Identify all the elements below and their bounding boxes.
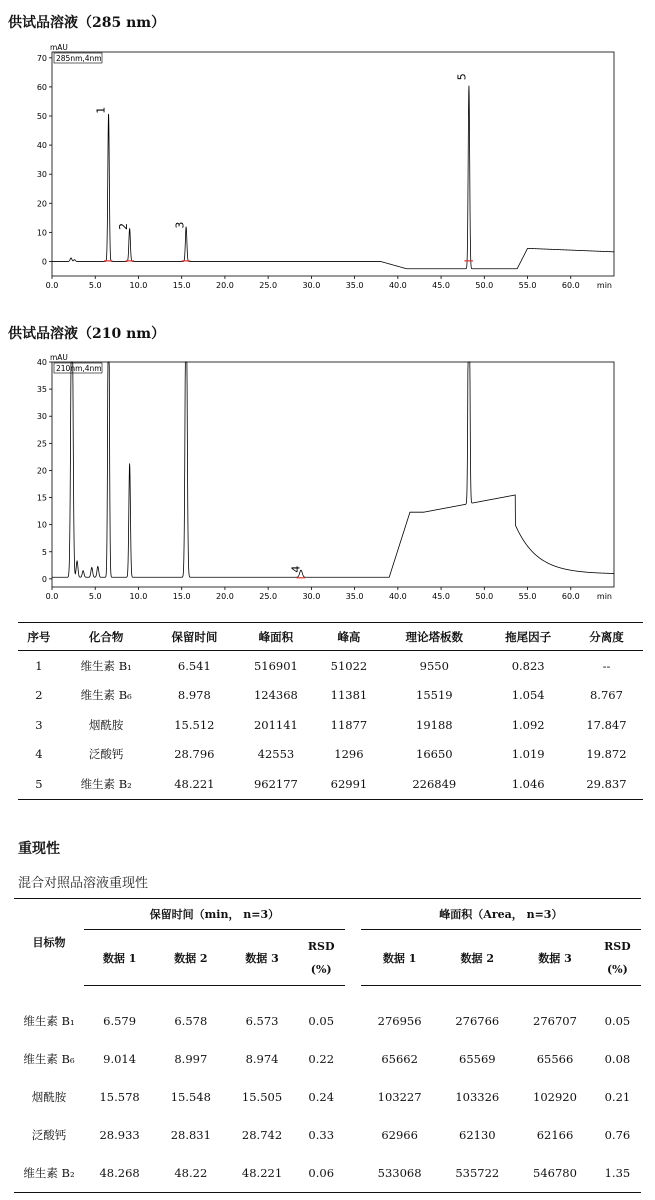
x-tick-label: 25.0: [259, 592, 278, 601]
table-cell: 0.823: [511, 658, 545, 673]
table-cell: 4: [35, 747, 43, 762]
table-cell: 15.505: [241, 1090, 283, 1104]
table-cell: 6.578: [174, 1014, 208, 1028]
table-cell: 1.35: [604, 1166, 631, 1180]
table-row: [18, 769, 643, 799]
table-cell: 6.573: [245, 1014, 279, 1028]
table-subheader-row: [14, 930, 641, 986]
table-cell: 42553: [257, 747, 295, 762]
table-cell: 516901: [253, 658, 298, 673]
table-row: [14, 1078, 641, 1116]
gap-cell: [345, 1154, 361, 1193]
gap-cell: [345, 1078, 361, 1116]
table-cell: 48.221: [241, 1166, 283, 1180]
legend-text: 210nm,4nm: [56, 364, 102, 373]
table-cell: 2: [35, 688, 43, 703]
table-cell: 8.974: [245, 1052, 279, 1066]
y-tick-label: 10: [36, 228, 47, 238]
table-cell: 维生素 B₆: [80, 688, 132, 703]
table-cell: 8.978: [177, 688, 211, 703]
table-cell: 1: [35, 658, 43, 673]
x-tick-label: 25.0: [259, 281, 278, 290]
chromatogram-trace: [52, 86, 614, 269]
peak-parameters-table: [18, 622, 643, 800]
y-tick-label: 25: [36, 439, 47, 449]
table-cell: 0.76: [604, 1128, 631, 1142]
table-header-row: [14, 899, 641, 930]
x-tick-label: 30.0: [302, 592, 321, 601]
x-tick-label: 60.0: [561, 592, 580, 601]
chromatogram-285nm: [0, 40, 655, 330]
spacer-row: [14, 986, 641, 1003]
peak-label: 2: [117, 223, 131, 231]
y-tick-label: 70: [36, 53, 47, 63]
y-tick-label: 20: [36, 199, 47, 209]
table-cell: 276707: [533, 1014, 577, 1028]
table-cell: 65566: [536, 1052, 574, 1066]
table-cell: 62991: [330, 776, 368, 791]
table-cell: 6.541: [177, 658, 211, 673]
header-cell: 峰面积: [236, 623, 316, 651]
table-cell: 6.579: [103, 1014, 137, 1028]
table-cell: 62130: [459, 1128, 496, 1142]
y-tick-label: 20: [36, 466, 47, 476]
y-unit-label: mAU: [50, 353, 68, 362]
y-tick-label: 0: [41, 574, 47, 584]
x-tick-label: 60.0: [561, 281, 580, 290]
table-row: [14, 1040, 641, 1078]
spacer-cell: [14, 986, 641, 1003]
peak-label: 5: [455, 73, 469, 81]
x-tick-label: 15.0: [172, 592, 191, 601]
table-cell: 28.742: [241, 1128, 283, 1142]
x-tick-label: 45.0: [432, 592, 450, 601]
y-tick-label: 10: [36, 520, 47, 530]
table-cell: 11877: [330, 717, 368, 732]
header-cell: 数据 1: [361, 930, 439, 986]
table-row: [18, 651, 643, 681]
chromatogram-210-title: 供试品溶液（210 nm）: [8, 326, 166, 342]
table-cell: 15.578: [99, 1090, 140, 1104]
section-subtitle: 混合对照品溶液重现性: [18, 876, 149, 891]
y-tick-label: 5: [41, 547, 47, 557]
header-cell: 分离度: [570, 623, 643, 651]
y-tick-label: 30: [36, 170, 47, 180]
target-header: 目标物: [32, 936, 66, 950]
table-cell: 276766: [455, 1014, 500, 1028]
header-cell: 理论塔板数: [382, 623, 486, 651]
table-cell: 535722: [455, 1166, 500, 1180]
table-row: [18, 740, 643, 770]
table-cell: 533068: [377, 1166, 422, 1180]
header-cell: 数据 3: [516, 930, 594, 986]
peak-label: 1: [94, 106, 108, 114]
table-cell: 201141: [253, 717, 298, 732]
header-cell: 数据 3: [226, 930, 297, 986]
y-tick-label: 0: [41, 257, 47, 267]
x-tick-label: 45.0: [432, 281, 450, 290]
table-cell: 泛酸钙: [88, 747, 124, 762]
table-cell: 28.933: [99, 1128, 140, 1142]
table-cell: 3: [35, 717, 43, 732]
peak-label: 3: [173, 221, 187, 229]
plot-frame: [52, 52, 614, 276]
header-gap: [345, 930, 361, 986]
table-cell: 17.847: [586, 717, 627, 732]
y-tick-label: 30: [36, 412, 47, 422]
table-cell: 9550: [419, 658, 449, 673]
table-cell: 103227: [377, 1090, 422, 1104]
x-unit-label: min: [596, 592, 612, 601]
table-cell: --: [602, 658, 611, 673]
table-cell: 维生素 B₁: [23, 1014, 75, 1028]
table-cell: 29.837: [586, 776, 627, 791]
table-cell: 15519: [416, 688, 453, 703]
table-cell: 0.33: [308, 1128, 335, 1142]
table-cell: 0.21: [604, 1090, 631, 1104]
x-tick-label: 5.0: [88, 592, 102, 601]
header-cell: 序号: [18, 623, 60, 651]
table-cell: 8.997: [174, 1052, 208, 1066]
table-cell: 5: [35, 776, 43, 791]
table-cell: 124368: [253, 688, 298, 703]
table-cell: 维生素 B₁: [80, 658, 132, 673]
x-tick-label: 10.0: [129, 592, 148, 601]
peak-label: 4: [289, 565, 303, 573]
table-cell: 0.05: [604, 1014, 631, 1028]
table-cell: 65662: [381, 1052, 418, 1066]
header-cell: 拖尾因子: [486, 623, 569, 651]
table-cell: 16650: [416, 747, 453, 762]
table-row: [14, 1154, 641, 1193]
table-cell: 19.872: [586, 747, 627, 762]
x-unit-label: min: [596, 281, 612, 290]
x-tick-label: 50.0: [475, 592, 494, 601]
y-tick-label: 50: [36, 112, 47, 121]
x-tick-label: 15.0: [172, 281, 191, 290]
rsd-header: [298, 930, 345, 986]
table-cell: 51022: [330, 658, 368, 673]
rsd-header: [594, 930, 641, 986]
table-row: [14, 1116, 641, 1154]
y-tick-label: 60: [36, 82, 47, 92]
table-cell: 11381: [330, 688, 368, 703]
table-cell: 烟酰胺: [31, 1090, 67, 1104]
table-cell: 1.054: [511, 688, 545, 703]
table-cell: 15.512: [174, 717, 215, 732]
group-header-area: 峰面积（Area， n=3）: [361, 899, 641, 930]
table-cell: 19188: [416, 717, 453, 732]
x-tick-label: 20.0: [216, 281, 234, 290]
table-cell: 48.221: [174, 776, 215, 791]
y-tick-label: 15: [36, 493, 47, 503]
x-tick-label: 10.0: [129, 281, 148, 290]
header-cell: 数据 2: [155, 930, 226, 986]
table-cell: 62166: [536, 1128, 574, 1142]
x-tick-label: 55.0: [518, 281, 537, 290]
header-gap: [345, 899, 361, 930]
table-cell: 103326: [455, 1090, 500, 1104]
table-cell: 226849: [412, 776, 457, 791]
table-cell: 0.22: [308, 1052, 335, 1066]
chromatogram-285-title: 供试品溶液（285 nm）: [8, 15, 166, 31]
table-cell: 维生素 B₂: [80, 776, 132, 791]
table-cell: 0.05: [308, 1014, 335, 1028]
table-cell: 65569: [459, 1052, 496, 1066]
table-cell: 48.22: [174, 1166, 208, 1180]
chromatogram-210nm: [0, 350, 655, 610]
x-tick-label: 35.0: [345, 592, 364, 601]
table-cell: 48.268: [99, 1166, 140, 1180]
rsd-unit: (%): [310, 962, 332, 976]
header-cell: 数据 1: [84, 930, 155, 986]
table-cell: 1.046: [511, 776, 545, 791]
header-cell: 化合物: [60, 623, 153, 651]
plot-frame: [52, 362, 614, 587]
reproducibility-table: [14, 898, 641, 1193]
table-cell: 62966: [381, 1128, 418, 1142]
rsd-unit: (%): [606, 962, 628, 976]
x-tick-label: 40.0: [388, 281, 407, 290]
table-cell: 1296: [334, 747, 364, 762]
table-cell: 546780: [533, 1166, 577, 1180]
table-cell: 维生素 B₂: [23, 1166, 75, 1180]
table-cell: 8.767: [589, 688, 623, 703]
table-cell: 0.24: [308, 1090, 335, 1104]
x-tick-label: 30.0: [302, 281, 321, 290]
y-tick-label: 40: [36, 358, 47, 367]
x-tick-label: 20.0: [216, 592, 234, 601]
table-cell: 1.019: [511, 747, 545, 762]
table-cell: 9.014: [103, 1052, 137, 1066]
table-row: [18, 681, 643, 711]
header-cell: 保留时间: [153, 623, 236, 651]
x-tick-label: 40.0: [388, 592, 407, 601]
table-cell: 276956: [377, 1014, 422, 1028]
group-header-retention: 保留时间（min， n=3）: [84, 899, 345, 930]
rsd-label: RSD: [307, 939, 335, 953]
x-tick-label: 50.0: [475, 281, 494, 290]
table-cell: 泛酸钙: [31, 1128, 67, 1142]
rsd-label: RSD: [604, 939, 631, 953]
x-tick-label: 5.0: [88, 281, 102, 290]
gap-cell: [345, 1002, 361, 1040]
header-cell: 峰高: [316, 623, 382, 651]
table-cell: 28.796: [174, 747, 215, 762]
header-cell: 数据 2: [438, 930, 516, 986]
legend-text: 285nm,4nm: [56, 54, 102, 63]
table-row: [14, 1002, 641, 1040]
table-row: [18, 710, 643, 740]
table-cell: 1.092: [511, 717, 545, 732]
x-tick-label: 55.0: [518, 592, 537, 601]
table-header-row: [18, 623, 643, 651]
section-title: 重现性: [18, 841, 60, 857]
x-tick-label: 35.0: [345, 281, 364, 290]
table-cell: 15.548: [170, 1090, 211, 1104]
table-cell: 28.831: [170, 1128, 211, 1142]
table-cell: 0.08: [604, 1052, 631, 1066]
table-cell: 102920: [533, 1090, 577, 1104]
x-tick-label: 0.0: [45, 281, 59, 290]
x-tick-label: 0.0: [45, 592, 59, 601]
y-tick-label: 35: [36, 385, 47, 395]
table-cell: 0.06: [308, 1166, 335, 1180]
table-cell: 维生素 B₆: [23, 1052, 75, 1066]
y-tick-label: 40: [36, 141, 47, 151]
gap-cell: [345, 1040, 361, 1078]
chromatogram-trace: [52, 362, 614, 577]
table-cell: 962177: [253, 776, 298, 791]
gap-cell: [345, 1116, 361, 1154]
y-unit-label: mAU: [50, 43, 68, 52]
table-cell: 烟酰胺: [88, 717, 124, 732]
